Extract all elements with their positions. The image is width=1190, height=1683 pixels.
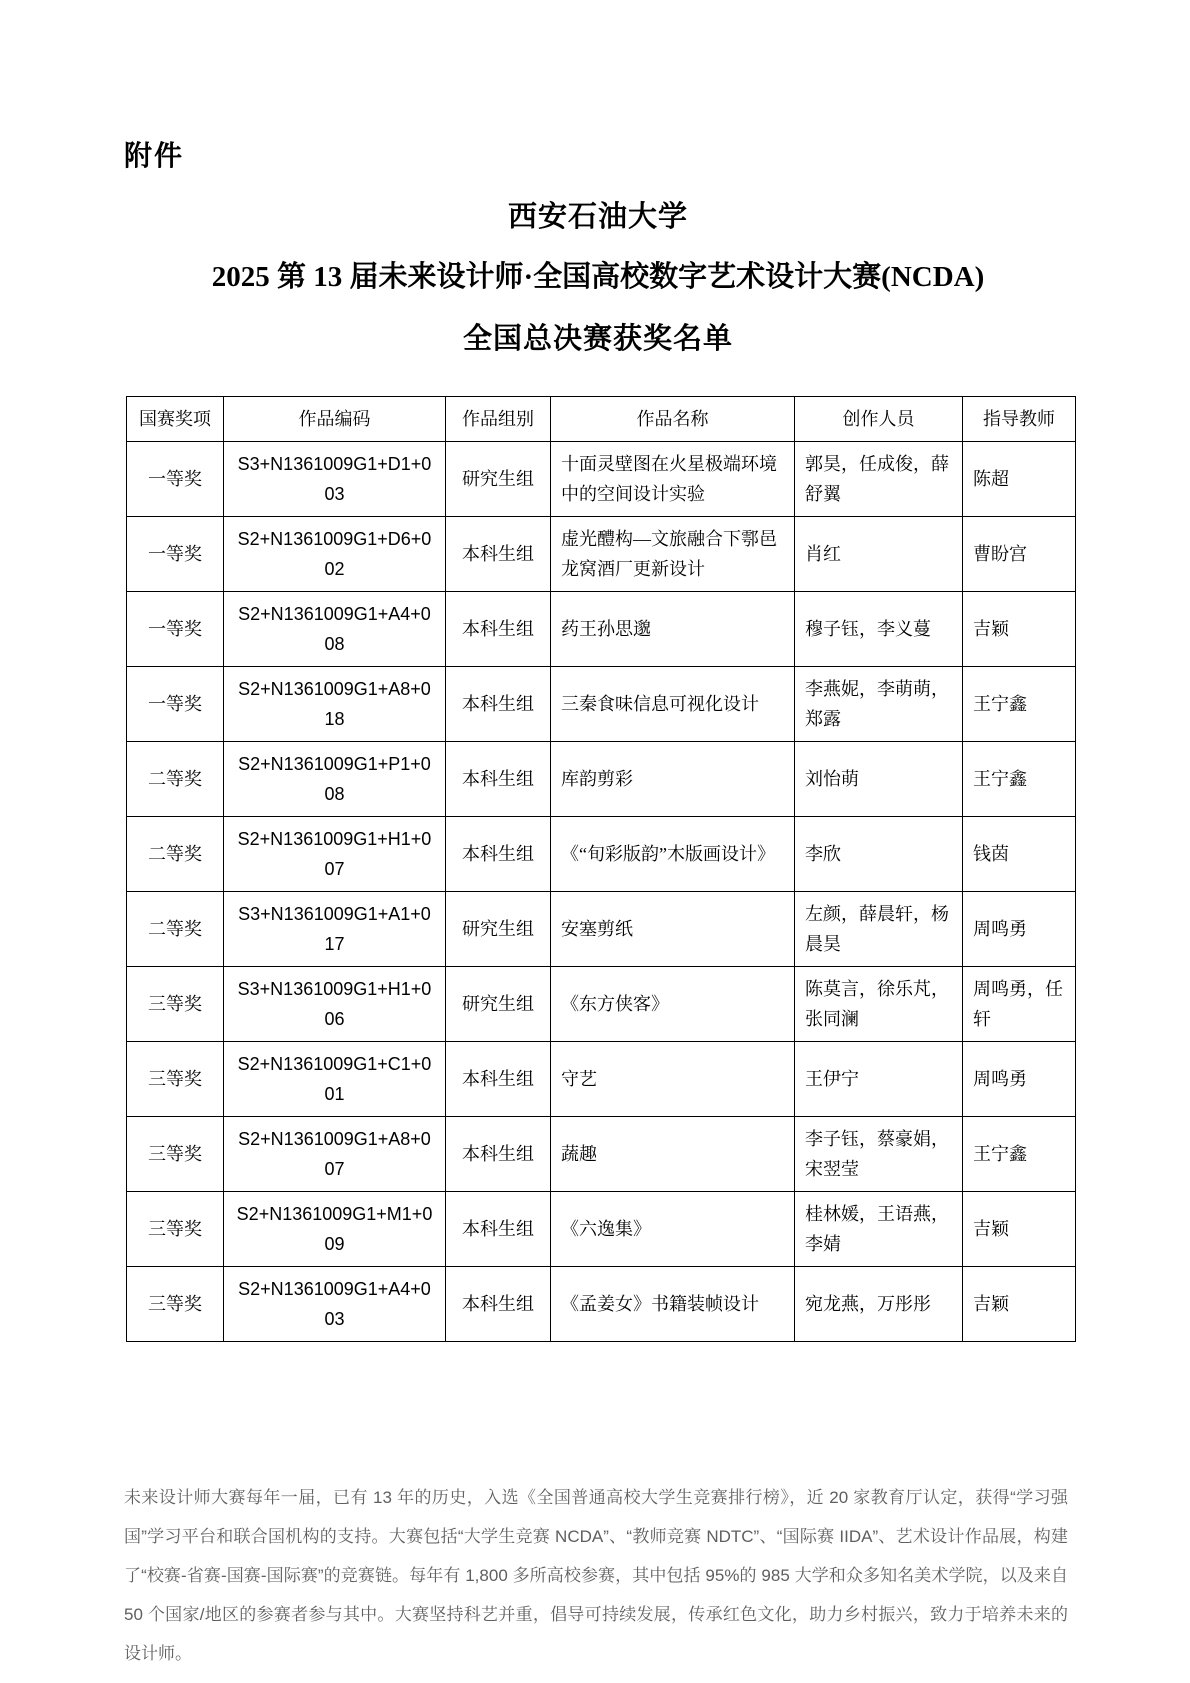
header-advisor: 指导教师 — [963, 397, 1076, 442]
table-row — [127, 1267, 1076, 1342]
cell-work: 《“旬彩版韵”木版画设计》 — [551, 817, 795, 892]
cell-award: 三等奖 — [127, 967, 224, 1042]
cell-award: 二等奖 — [127, 817, 224, 892]
table-row — [127, 1192, 1076, 1267]
header-code: 作品编码 — [224, 397, 446, 442]
cell-advisor: 钱茵 — [963, 817, 1076, 892]
cell-code: S2+N1361009G1+H1+007 — [224, 817, 446, 892]
cell-creators: 桂林媛，王语燕，李婧 — [795, 1192, 963, 1267]
cell-creators: 李欣 — [795, 817, 963, 892]
cell-work: 药王孙思邈 — [551, 592, 795, 667]
cell-code: S2+N1361009G1+A8+007 — [224, 1117, 446, 1192]
cell-group: 研究生组 — [446, 967, 551, 1042]
header-award: 国赛奖项 — [127, 397, 224, 442]
cell-work: 蔬趣 — [551, 1117, 795, 1192]
cell-creators: 刘怡萌 — [795, 742, 963, 817]
cell-work: 《东方侠客》 — [551, 967, 795, 1042]
cell-advisor: 曹盼宫 — [963, 517, 1076, 592]
cell-code: S2+N1361009G1+A4+003 — [224, 1267, 446, 1342]
cell-work: 《六逸集》 — [551, 1192, 795, 1267]
cell-code: S3+N1361009G1+A1+017 — [224, 892, 446, 967]
cell-advisor: 王宁鑫 — [963, 1117, 1076, 1192]
award-list-title: 全国总决赛获奖名单 — [462, 323, 733, 355]
cell-creators: 左颜，薛晨轩，杨晨昊 — [795, 892, 963, 967]
cell-creators: 穆子钰，李义蔓 — [795, 592, 963, 667]
table-row — [127, 1117, 1076, 1192]
cell-group: 本科生组 — [446, 667, 551, 742]
cell-award: 三等奖 — [127, 1192, 224, 1267]
cell-creators: 王伊宁 — [795, 1042, 963, 1117]
cell-award: 二等奖 — [127, 892, 224, 967]
cell-award: 三等奖 — [127, 1042, 224, 1117]
table-row — [127, 442, 1076, 517]
awards-table-body — [127, 442, 1076, 1342]
cell-work: 库韵剪彩 — [551, 742, 795, 817]
cell-creators: 李子钰，蔡豪娟，宋翌莹 — [795, 1117, 963, 1192]
table-row — [127, 1042, 1076, 1117]
cell-work: 三秦食味信息可视化设计 — [551, 667, 795, 742]
cell-award: 一等奖 — [127, 517, 224, 592]
cell-group: 本科生组 — [446, 1192, 551, 1267]
cell-group: 本科生组 — [446, 1117, 551, 1192]
attachment-label: 附件 — [124, 141, 185, 172]
cell-code: S2+N1361009G1+D6+002 — [224, 517, 446, 592]
competition-title: 2025 第 13 届未来设计师·全国高校数字艺术设计大赛(NCDA) — [211, 261, 985, 293]
header-work: 作品名称 — [551, 397, 795, 442]
cell-advisor: 周鸣勇，任轩 — [963, 967, 1076, 1042]
cell-code: S2+N1361009G1+M1+009 — [224, 1192, 446, 1267]
cell-advisor: 王宁鑫 — [963, 742, 1076, 817]
table-row — [127, 817, 1076, 892]
cell-advisor: 王宁鑫 — [963, 667, 1076, 742]
header-creators: 创作人员 — [795, 397, 963, 442]
university-title: 西安石油大学 — [507, 201, 688, 233]
cell-work: 安塞剪纸 — [551, 892, 795, 967]
cell-group: 本科生组 — [446, 517, 551, 592]
cell-advisor: 周鸣勇 — [963, 892, 1076, 967]
cell-code: S2+N1361009G1+C1+001 — [224, 1042, 446, 1117]
cell-work: 《孟姜女》书籍装帧设计 — [551, 1267, 795, 1342]
cell-advisor: 吉颖 — [963, 1192, 1076, 1267]
table-row — [127, 742, 1076, 817]
cell-award: 三等奖 — [127, 1117, 224, 1192]
table-header-row — [127, 397, 1076, 442]
cell-advisor: 陈超 — [963, 442, 1076, 517]
cell-group: 研究生组 — [446, 892, 551, 967]
cell-award: 三等奖 — [127, 1267, 224, 1342]
table-row — [127, 892, 1076, 967]
table-row — [127, 517, 1076, 592]
cell-award: 一等奖 — [127, 442, 224, 517]
cell-work: 虚光醴构—文旅融合下鄠邑龙窝酒厂更新设计 — [551, 517, 795, 592]
cell-group: 本科生组 — [446, 592, 551, 667]
cell-code: S2+N1361009G1+A4+008 — [224, 592, 446, 667]
cell-creators: 肖红 — [795, 517, 963, 592]
cell-advisor: 吉颖 — [963, 1267, 1076, 1342]
cell-advisor: 周鸣勇 — [963, 1042, 1076, 1117]
cell-group: 本科生组 — [446, 1042, 551, 1117]
cell-code: S3+N1361009G1+H1+006 — [224, 967, 446, 1042]
header-group: 作品组别 — [446, 397, 551, 442]
table-row — [127, 592, 1076, 667]
cell-code: S3+N1361009G1+D1+003 — [224, 442, 446, 517]
cell-group: 研究生组 — [446, 442, 551, 517]
cell-creators: 陈莫言，徐乐芃，张同澜 — [795, 967, 963, 1042]
cell-award: 一等奖 — [127, 667, 224, 742]
cell-creators: 郭昊，任成俊，薛舒翼 — [795, 442, 963, 517]
cell-code: S2+N1361009G1+P1+008 — [224, 742, 446, 817]
cell-creators: 李燕妮，李萌萌，郑露 — [795, 667, 963, 742]
cell-award: 一等奖 — [127, 592, 224, 667]
cell-advisor: 吉颖 — [963, 592, 1076, 667]
table-row — [127, 667, 1076, 742]
cell-group: 本科生组 — [446, 1267, 551, 1342]
cell-group: 本科生组 — [446, 817, 551, 892]
cell-work: 十面灵壁图在火星极端环境中的空间设计实验 — [551, 442, 795, 517]
awards-table — [126, 396, 1076, 1342]
cell-work: 守艺 — [551, 1042, 795, 1117]
cell-code: S2+N1361009G1+A8+018 — [224, 667, 446, 742]
cell-group: 本科生组 — [446, 742, 551, 817]
cell-creators: 宛龙燕，万彤彤 — [795, 1267, 963, 1342]
cell-award: 二等奖 — [127, 742, 224, 817]
table-row — [127, 967, 1076, 1042]
footer-paragraph: 未来设计师大赛每年一届，已有 13 年的历史，入选《全国普通高校大学生竞赛排行榜》，近 20 家教育厅认定，获得“学习强国”学习平台和联合国机构的支持。大赛包括“大学生竞赛 NCDA”、“教师竞赛 NDTC”、“国际赛 IIDA”、艺术设计作品展，构建了“校赛-省赛-国赛-国际赛”的竞赛链。每年有 1,800 多所高校参赛，其中包括 95%的 985 大学和众多知名美术学院，以及来自 50 个国家/地区的参赛者参与其中。大赛坚持科艺并重，倡导可持续发展，传承红色文化，助力乡村振兴，致力于培养未来的设计师。 — [124, 1488, 1068, 1663]
